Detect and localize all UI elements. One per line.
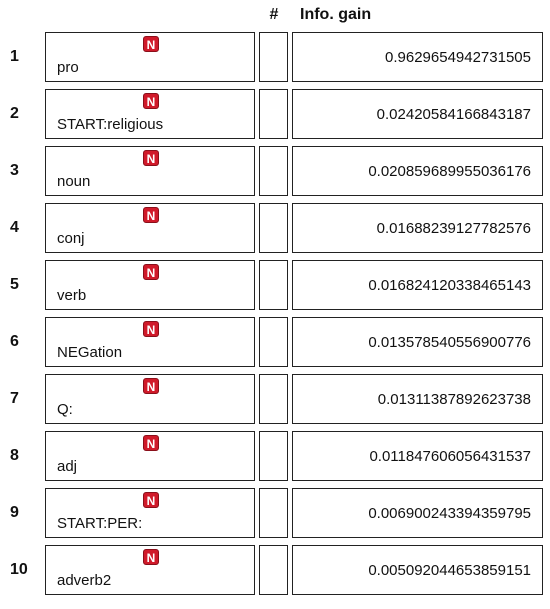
term-label: verb (57, 287, 87, 304)
table-row (0, 315, 550, 369)
n-badge-icon[interactable]: N (143, 378, 159, 394)
info-gain-value: 0.011847606056431537 (369, 448, 531, 465)
n-badge-icon[interactable]: N (143, 492, 159, 508)
term-label: Q: (57, 401, 73, 418)
info-gain-value: 0.013578540556900776 (368, 334, 531, 351)
row-rank: 6 (10, 333, 19, 350)
term-label: adj (57, 458, 78, 475)
count-cell (259, 545, 288, 595)
count-cell (259, 374, 288, 424)
term-label: NEGation (57, 344, 123, 361)
n-badge-icon[interactable]: N (143, 435, 159, 451)
term-cell (45, 431, 255, 481)
row-rank: 3 (10, 162, 19, 179)
info-gain-cell (292, 431, 543, 481)
term-cell (45, 89, 255, 139)
n-badge-icon[interactable]: N (143, 321, 159, 337)
count-cell (259, 32, 288, 82)
row-rank: 4 (10, 219, 19, 236)
info-gain-value: 0.016824120338465143 (368, 277, 531, 294)
row-rank: 8 (10, 447, 19, 464)
table-row (0, 372, 550, 426)
table-row (0, 543, 550, 597)
info-gain-cell (292, 203, 543, 253)
n-badge-icon[interactable]: N (143, 207, 159, 223)
count-cell (259, 488, 288, 538)
info-gain-cell (292, 488, 543, 538)
term-label: START:religious (57, 116, 164, 133)
info-gain-value: 0.9629654942731505 (385, 49, 531, 66)
info-gain-cell (292, 260, 543, 310)
row-rank: 5 (10, 276, 19, 293)
term-cell (45, 260, 255, 310)
info-gain-cell (292, 545, 543, 595)
table-row (0, 30, 550, 84)
table-row (0, 486, 550, 540)
table-row (0, 258, 550, 312)
term-cell (45, 488, 255, 538)
table-row (0, 144, 550, 198)
hash-column-header: # (269, 6, 279, 23)
table-row (0, 87, 550, 141)
info-gain-value: 0.01688239127782576 (376, 220, 531, 237)
info-gain-value: 0.006900243394359795 (368, 505, 531, 522)
n-badge-icon[interactable]: N (143, 36, 159, 52)
term-label: conj (57, 230, 85, 247)
row-rank: 1 (10, 48, 19, 65)
info-gain-cell (292, 32, 543, 82)
n-badge-icon[interactable]: N (143, 93, 159, 109)
term-label: noun (57, 173, 91, 190)
term-cell (45, 203, 255, 253)
row-rank: 10 (10, 561, 28, 578)
count-cell (259, 431, 288, 481)
count-cell (259, 146, 288, 196)
info-gain-cell (292, 317, 543, 367)
n-badge-icon[interactable]: N (143, 150, 159, 166)
info-gain-cell (292, 89, 543, 139)
term-label: START:PER: (57, 515, 143, 532)
row-rank: 7 (10, 390, 19, 407)
term-cell (45, 374, 255, 424)
term-cell (45, 317, 255, 367)
info-gain-value: 0.020859689955036176 (368, 163, 531, 180)
info-gain-column-header: Info. gain (300, 6, 372, 23)
count-cell (259, 260, 288, 310)
term-cell (45, 32, 255, 82)
info-gain-value: 0.005092044653859151 (368, 562, 531, 579)
info-gain-value: 0.02420584166843187 (376, 106, 531, 123)
table-row (0, 429, 550, 483)
term-label: pro (57, 59, 79, 76)
info-gain-value: 0.01311387892623738 (377, 391, 531, 408)
term-label: adverb2 (57, 572, 112, 589)
count-cell (259, 89, 288, 139)
table-row (0, 201, 550, 255)
row-rank: 2 (10, 105, 19, 122)
term-cell (45, 545, 255, 595)
term-cell (45, 146, 255, 196)
n-badge-icon[interactable]: N (143, 549, 159, 565)
count-cell (259, 203, 288, 253)
row-rank: 9 (10, 504, 19, 521)
n-badge-icon[interactable]: N (143, 264, 159, 280)
info-gain-cell (292, 146, 543, 196)
count-cell (259, 317, 288, 367)
table-header (0, 0, 550, 28)
info-gain-cell (292, 374, 543, 424)
